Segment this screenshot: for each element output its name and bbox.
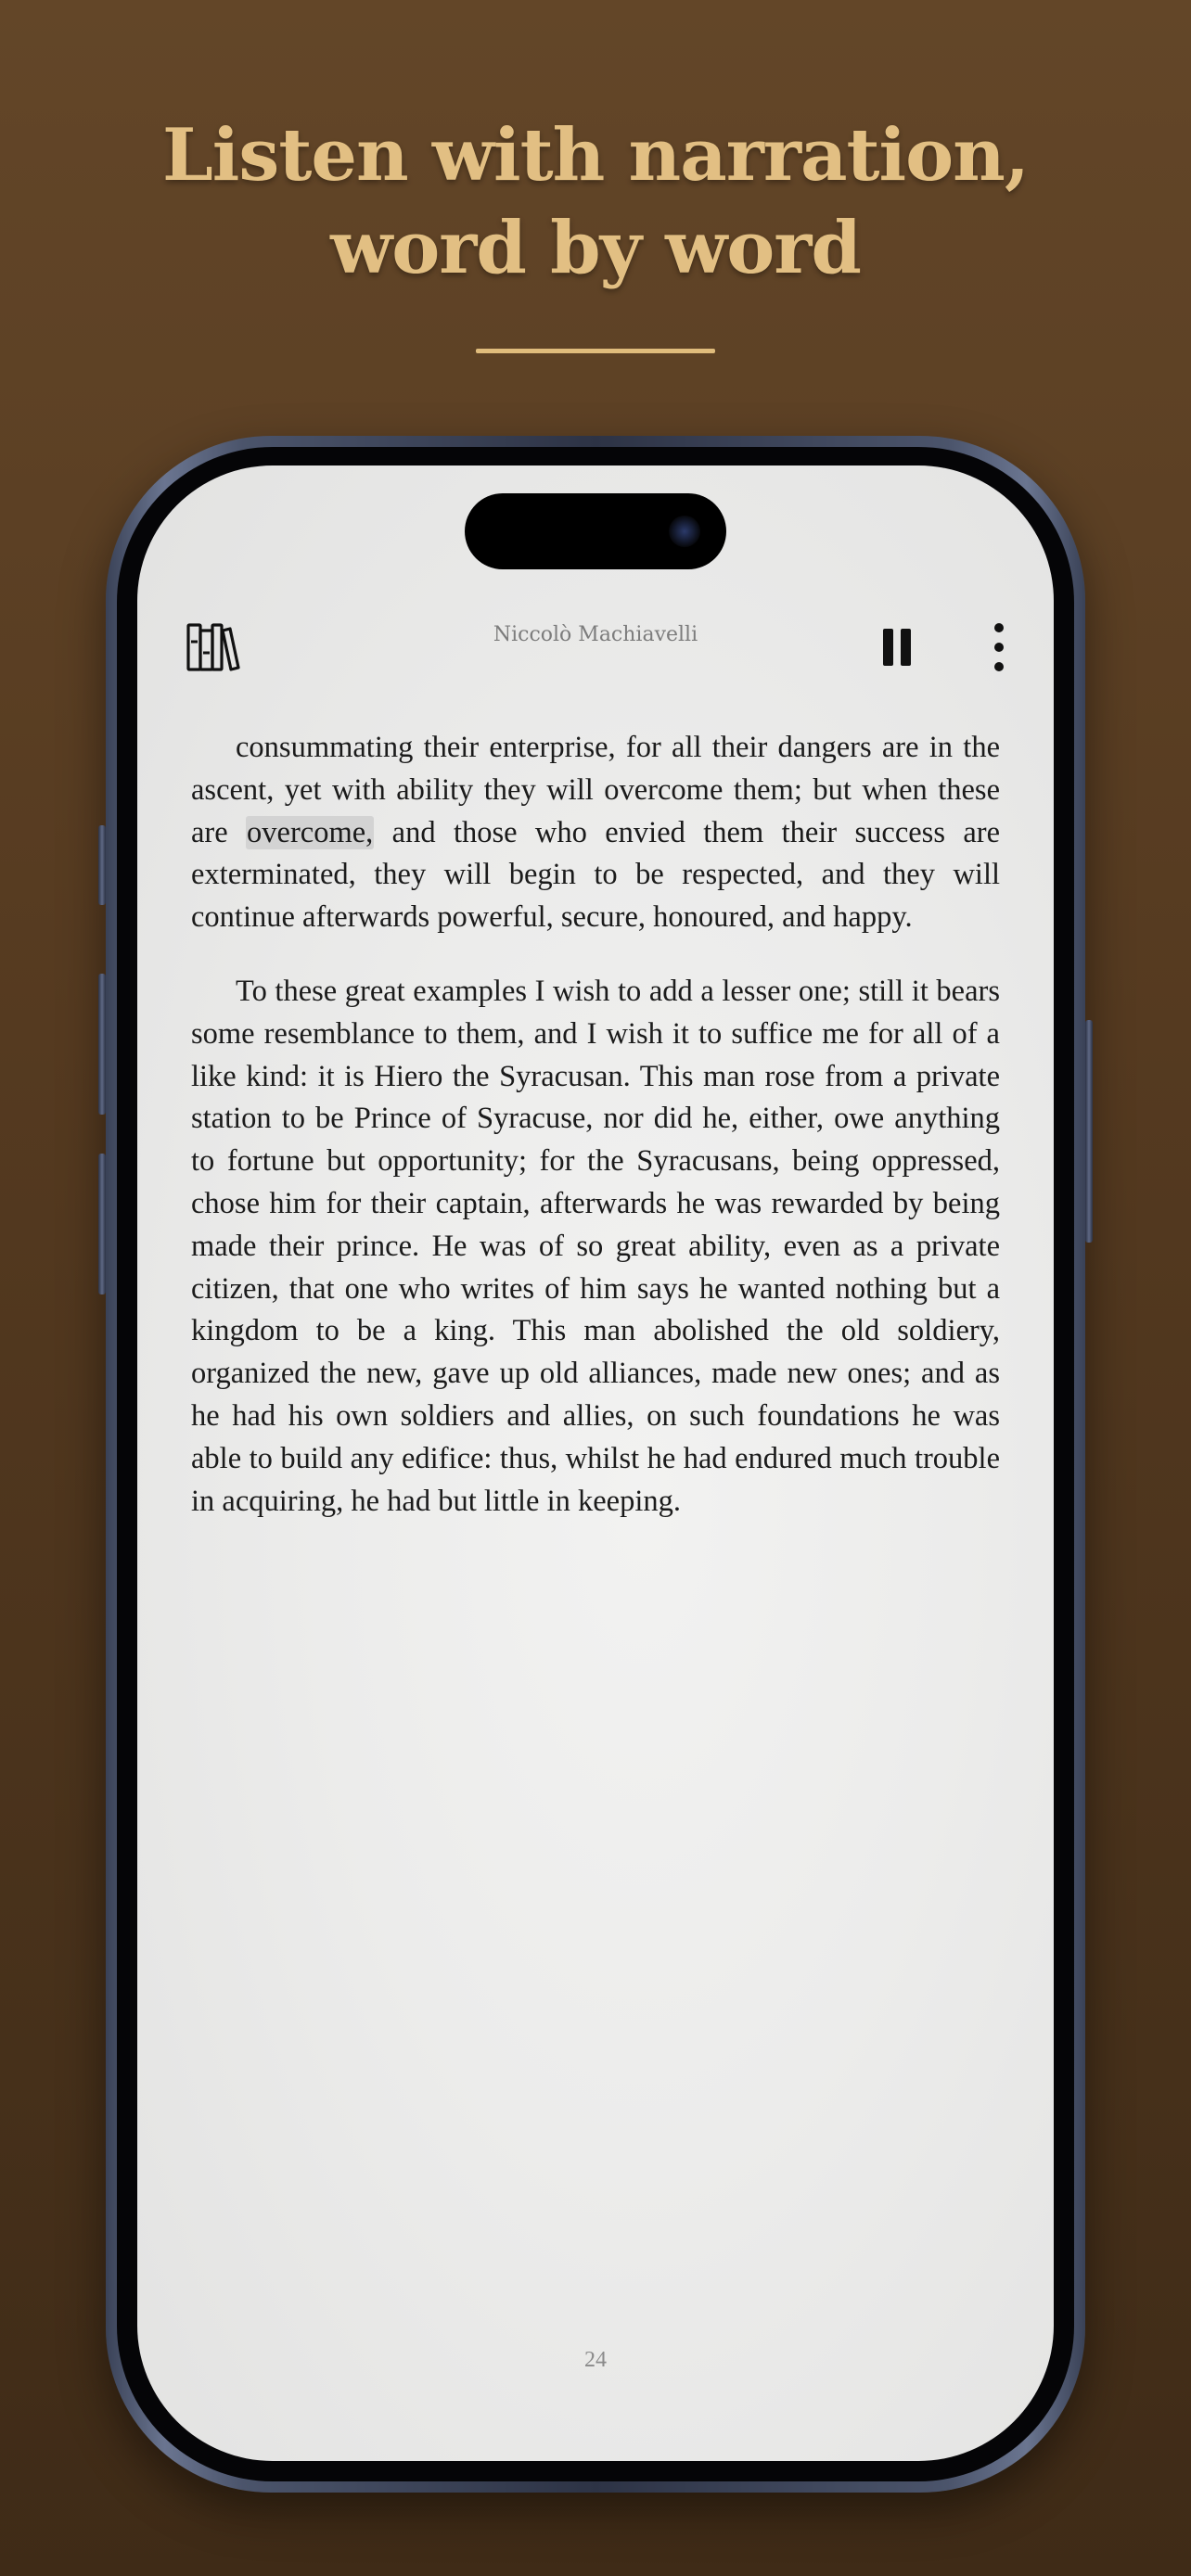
- headline-line-2: word by word: [330, 206, 861, 290]
- front-camera: [669, 516, 700, 547]
- narrated-word-highlight[interactable]: overcome,: [247, 815, 374, 849]
- text-after-highlight: and those who envied them their success are exterminated, they will begin to be respected, and they will continue afterwards powerful, secure, honoured, and happy.: [191, 815, 1000, 935]
- reader-screen: [137, 465, 1054, 2461]
- volume-up-button: [98, 974, 106, 1115]
- headline-divider: [476, 349, 715, 353]
- paragraph-2: To these great examples I wish to add a lesser one; still it bears some resemblance to them, and I wish it to suffice me for all of a like kind: it is Hiero the Syracusan. This man rose from a private station to be Prince of Syracuse, nor did he, either, owe anything to fortune but opportunity; for the Syracusans, being oppressed, chose him for their captain, afterwards he was rewarded by being made their prince. He was of so great ability, even as a private citizen, that one who writes of him says he wanted nothing but a kingdom to be a king. This man abolished the old soldiery, organized the new, gave up old alliances, made new ones; and as he had his own soldiers and allies, on such foundations he was able to build any edifice: thus, whilst he had endured much trouble in acquiring, he had but little in keeping.: [191, 974, 1000, 1518]
- pause-icon[interactable]: [883, 629, 911, 666]
- book-author: Niccolò Machiavelli: [493, 623, 698, 646]
- library-books-icon[interactable]: [186, 621, 241, 673]
- headline-line-1: Listen with narration,: [161, 113, 1030, 198]
- promo-headline: [0, 109, 1191, 295]
- paragraph-1: [191, 727, 1000, 939]
- action-button: [98, 825, 106, 905]
- page-text: [191, 727, 1000, 1554]
- more-vertical-icon[interactable]: [992, 623, 1005, 671]
- page-number: 24: [584, 2348, 607, 2372]
- text-before-highlight: consummating their enterprise, for all their dangers are in the ascent, yet with ability they will overcome them; but when these are: [191, 731, 1000, 849]
- dynamic-island: [465, 493, 726, 569]
- volume-down-button: [98, 1154, 106, 1294]
- power-button: [1085, 1020, 1093, 1243]
